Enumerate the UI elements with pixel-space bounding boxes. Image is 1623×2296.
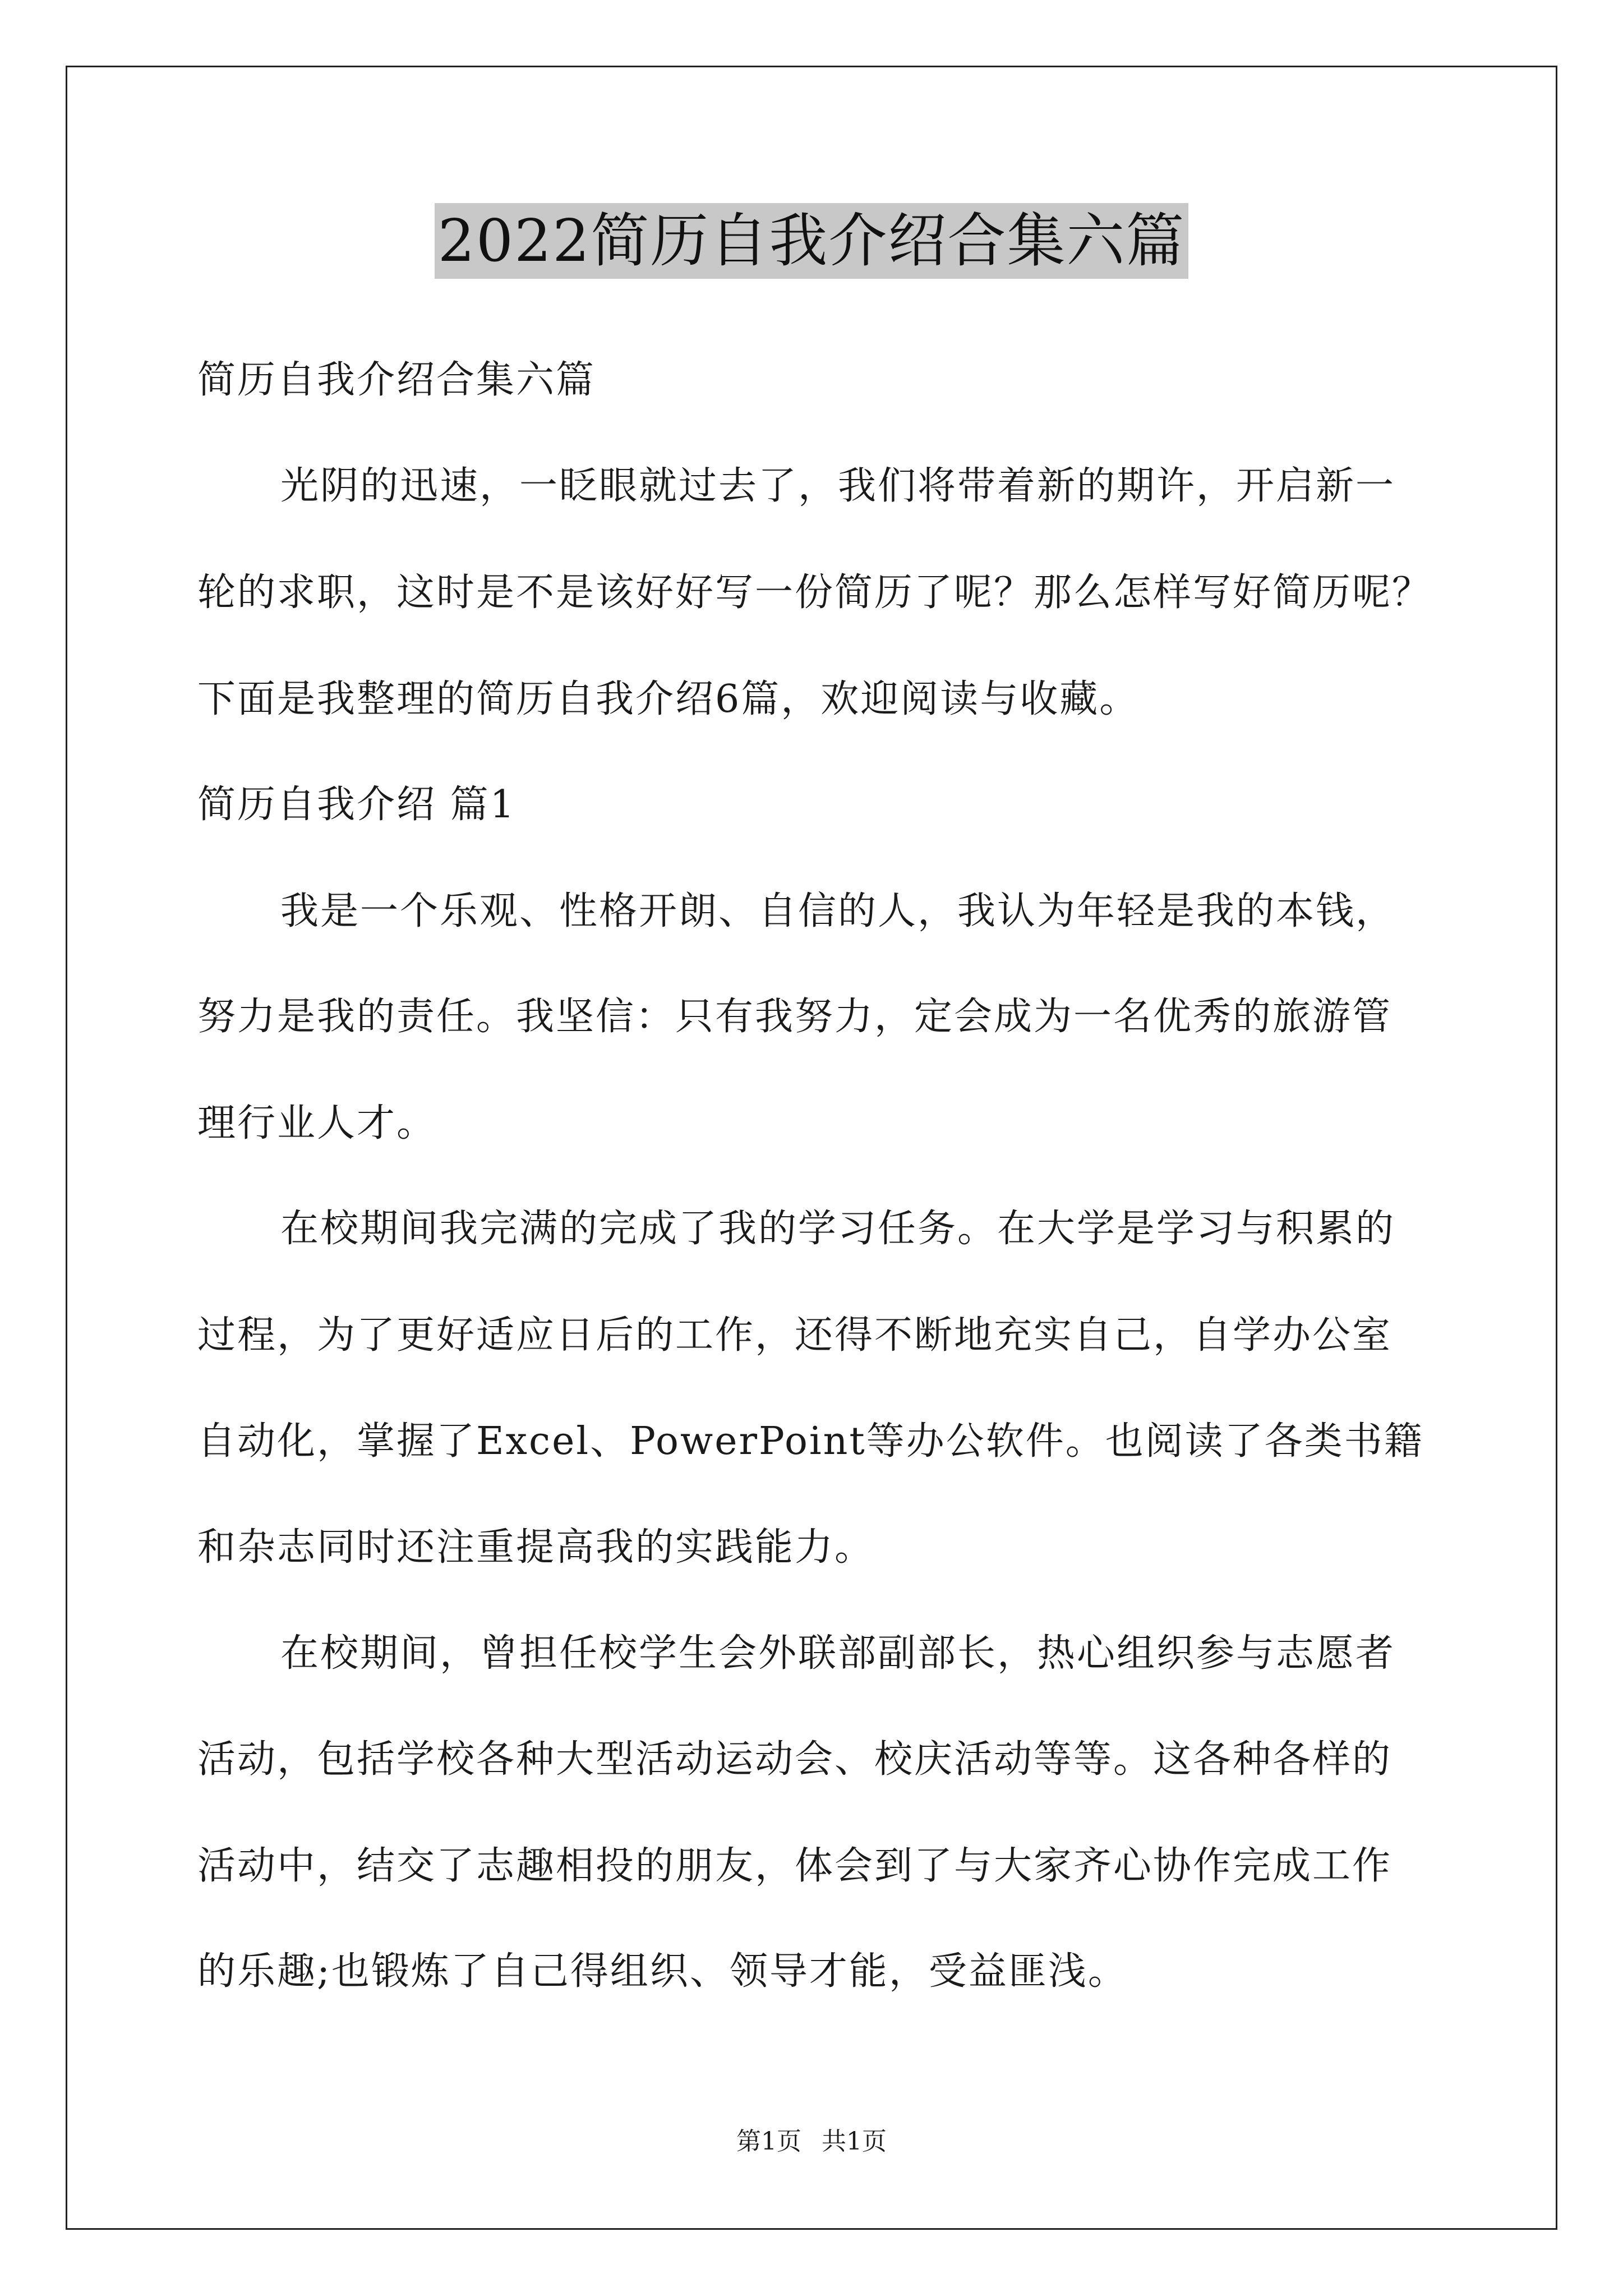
paragraph-line: 的乐趣;也锻炼了自己得组织、领导才能，受益匪浅。 xyxy=(197,1949,1128,1994)
page-number: 第1页 xyxy=(736,2127,801,2156)
paragraph-line: 自动化，掌握了Excel、PowerPoint等办公软件。也阅读了各类书籍 xyxy=(197,1419,1424,1464)
paragraph-line: 理行业人才。 xyxy=(197,1101,437,1145)
paragraph-line: 活动中，结交了志趣相投的朋友，体会到了与大家齐心协作完成工作 xyxy=(197,1844,1393,1888)
page-total: 共1页 xyxy=(822,2127,887,2156)
paragraph-line: 努力是我的责任。我坚信：只有我努力，定会成为一名优秀的旅游管 xyxy=(197,995,1393,1039)
paragraph-line: 活动，包括学校各种大型活动运动会、校庆活动等等。这各种各样的 xyxy=(197,1737,1393,1782)
paragraph-line: 我是一个乐观、性格开朗、自信的人，我认为年轻是我的本钱， xyxy=(280,889,1396,933)
document-title: 2022简历自我介绍合集六篇 xyxy=(435,203,1189,279)
paragraph-line: 轮的求职，这时是不是该好好写一份简历了呢？那么怎样写好简历呢？ xyxy=(197,570,1432,615)
section-heading: 简历自我介绍 篇1 xyxy=(197,783,516,827)
paragraph-line: 光阴的迅速，一眨眼就过去了，我们将带着新的期许，开启新一 xyxy=(280,464,1396,508)
subtitle-line: 简历自我介绍合集六篇 xyxy=(197,358,596,402)
title-wrap xyxy=(0,203,1623,279)
paragraph-line: 在校期间，曾担任校学生会外联部副部长，热心组织参与志愿者 xyxy=(280,1631,1396,1676)
page-footer xyxy=(0,2125,1623,2159)
paragraph-line: 和杂志同时还注重提高我的实践能力。 xyxy=(197,1525,875,1570)
paragraph-line: 下面是我整理的简历自我介绍6篇，欢迎阅读与收藏。 xyxy=(197,677,1140,721)
paragraph-line: 过程，为了更好适应日后的工作，还得不断地充实自己，自学办公室 xyxy=(197,1313,1393,1358)
paragraph-line: 在校期间我完满的完成了我的学习任务。在大学是学习与积累的 xyxy=(280,1207,1396,1251)
